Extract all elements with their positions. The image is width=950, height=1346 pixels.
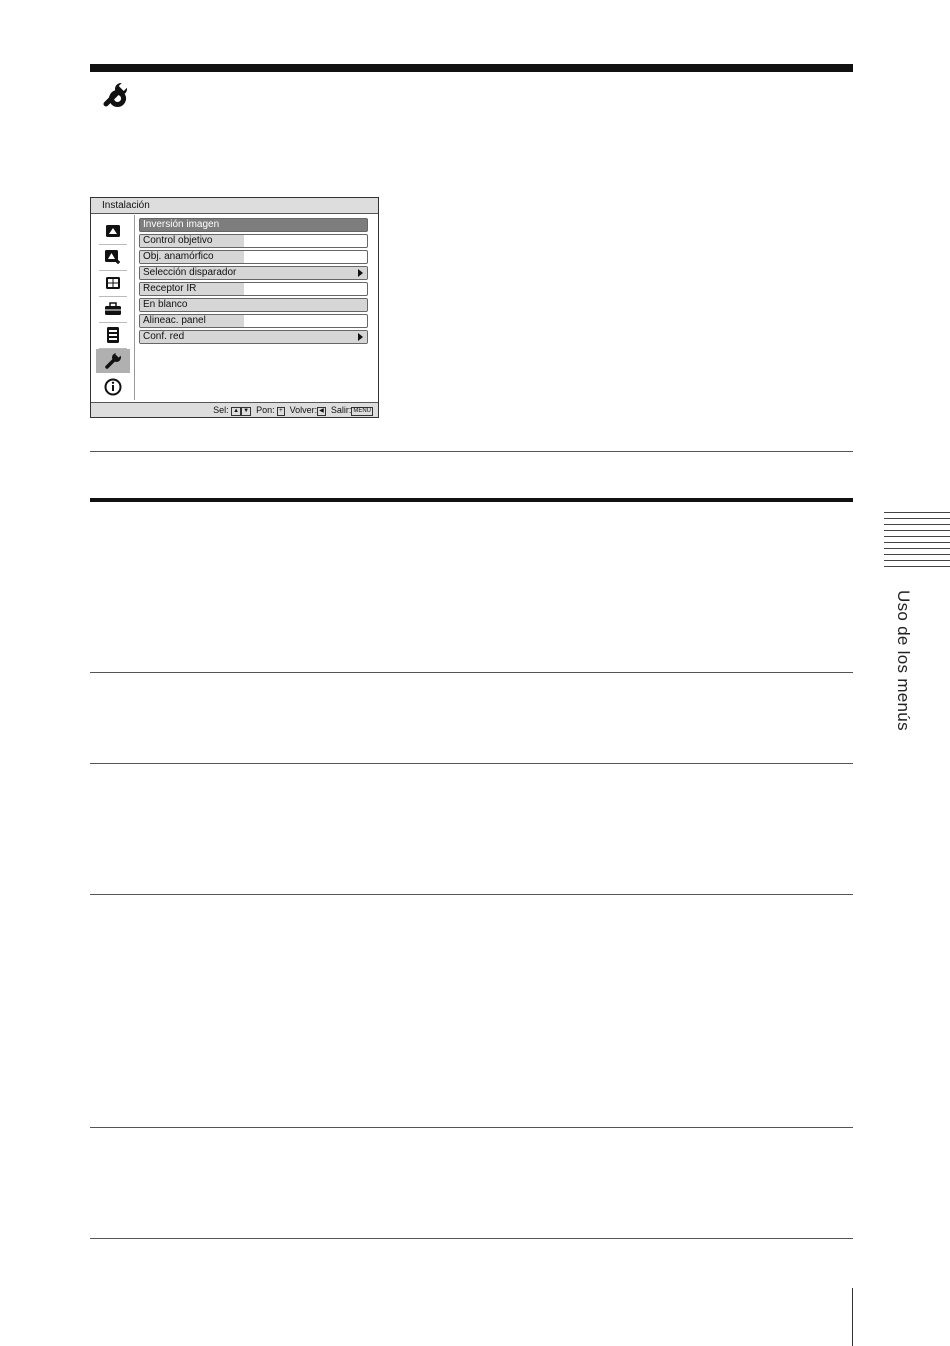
menu-title: Instalación <box>91 198 378 214</box>
menu-key-icon: MENU <box>353 408 371 414</box>
table-row-divider <box>90 672 853 673</box>
page-edge-mark <box>852 1288 853 1346</box>
function-icon[interactable] <box>96 297 130 321</box>
left-arrow-key-icon: ◀ <box>319 408 324 414</box>
table-row-divider <box>90 763 853 764</box>
installation-wrench-icon[interactable] <box>96 349 130 373</box>
menu-item-obj-anamorfico[interactable]: Obj. anamórfico <box>139 250 368 264</box>
operation-icon[interactable] <box>96 323 130 347</box>
menu-item-list <box>139 218 368 346</box>
section-tab-label: Uso de los menús <box>894 590 913 731</box>
information-icon[interactable] <box>96 375 130 399</box>
submenu-arrow-icon <box>358 269 363 277</box>
table-bottom-rule <box>90 1238 853 1239</box>
table-top-rule <box>90 498 853 502</box>
enter-key-icon: + <box>279 408 283 414</box>
down-arrow-key-icon: ▼ <box>243 408 250 414</box>
wrench-icon <box>102 82 128 108</box>
menu-footer-help: Sel: ▲ ▼ Pon: + Volver: ◀ Salir: MENU <box>91 402 378 417</box>
section-tab-lines <box>884 512 950 572</box>
menu-item-alineac-panel[interactable]: Alineac. panel <box>139 314 368 328</box>
menu-item-seleccion-disparador[interactable]: Selección disparador <box>139 266 368 280</box>
menu-sidebar <box>91 215 135 400</box>
menu-item-receptor-ir[interactable]: Receptor IR <box>139 282 368 296</box>
table-row-divider <box>90 894 853 895</box>
menu-item-conf-red[interactable]: Conf. red <box>139 330 368 344</box>
top-rule <box>90 64 853 72</box>
picture-advanced-icon[interactable] <box>96 245 130 269</box>
menu-item-control-objetivo[interactable]: Control objetivo <box>139 234 368 248</box>
picture-icon[interactable] <box>96 219 130 243</box>
submenu-arrow-icon <box>358 333 363 341</box>
divider <box>90 451 853 452</box>
installation-menu-screenshot <box>90 197 379 418</box>
up-arrow-key-icon: ▲ <box>233 408 240 414</box>
table-row-divider <box>90 1127 853 1128</box>
screen-icon[interactable] <box>96 271 130 295</box>
menu-item-en-blanco[interactable]: En blanco <box>139 298 368 312</box>
menu-item-inversion-imagen[interactable]: Inversión imagen <box>139 218 368 232</box>
